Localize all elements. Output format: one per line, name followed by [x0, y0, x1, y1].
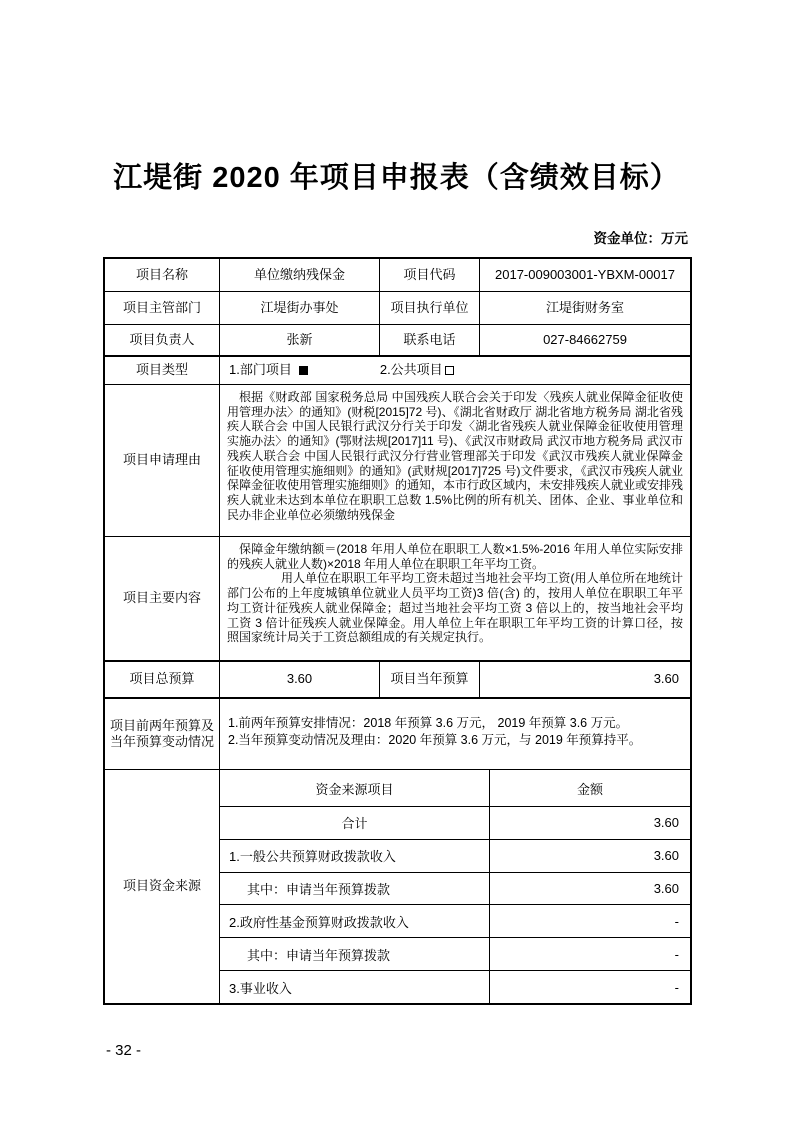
executing-unit-value: 江堤街财务室: [545, 299, 624, 315]
project-code-value: 2017-009003001-YBXM-00017: [495, 266, 675, 282]
row-funding-sources: [105, 770, 690, 1003]
main-content-paragraph-1: 保障金年缴纳额＝(2018 年用人单位在职职工人数×1.5%-2016 年用人单位实际安排的残疾人就业人数)×2018 年用人单位在职职工年平均工资。: [227, 542, 683, 571]
total-budget-label: 项目总预算: [105, 662, 220, 697]
application-reason-label: 项目申请理由: [105, 385, 220, 536]
main-content-paragraph-2: 用人单位在职职工年平均工资未超过当地社会平均工资(用人单位所在地统计部门公布的上年度城镇单位就业人员平均工资)3 倍(含) 的，按用人单位在职职工年平均工资计征残疾人就业保障金；超过当地社会平均工资 3 倍以上的，按当地社会平均工资 3 倍计征残疾人就业保障金。用人单位上年在职职工年平均工资的计算口径，按照国家统计局关于工资总额组成的有关规定执行。: [227, 571, 683, 645]
budget-history-label: 项目前两年预算及当年预算变动情况: [105, 699, 220, 769]
project-leader-value: 张新: [220, 325, 380, 355]
row-project-name: [105, 259, 690, 292]
funding-source-business-income: 3.事业收入: [220, 971, 490, 1003]
funding-amount-total: 3.60: [653, 815, 679, 831]
funding-amount-gov-fund: -: [674, 913, 679, 929]
funding-source-general-budget: 1.一般公共预算财政拨款收入: [220, 840, 490, 872]
application-reason-paragraph: 根据《财政部 国家税务总局 中国残疾人联合会关于印发〈残疾人就业保障金征收使用管理办法〉的通知》(财税[2015]72 号)、《湖北省财政厅 湖北省地方税务局 湖北省残疾人联合会 中国人民银行武汉分行关于印发〈湖北省残疾人就业保障金征收使用管理实施办法〉的通知》(鄂财法规[2017]11 号)、《武汉市财政局 武汉市地方税务局 武汉市残疾人联合会 中国人民银行武汉分行营业管理部关于印发《武汉市残疾人就业保障金征收使用管理实施细则》的通知》(武财规[2017]725 号)文件要求，《武汉市残疾人就业保障金征收使用管理实施细则》的通知，本市行政区域内，未安排残疾人就业或安排残疾人就业未达到本单位在职职工总数 1.5%比例的所有机关、团体、企业、事业单位和民办非企业单位必须缴纳残保金: [227, 390, 684, 522]
project-type-options: [220, 357, 690, 384]
funding-header-row: [220, 770, 690, 807]
project-application-form: [103, 257, 692, 1005]
checked-box-icon: [299, 366, 308, 375]
project-leader-label: 项目负责人: [105, 325, 220, 355]
funding-amount-column-header: 金额: [576, 781, 603, 797]
row-main-content: [105, 537, 690, 662]
row-person: [105, 325, 690, 357]
row-budget-history: [105, 699, 690, 770]
total-budget-value: 3.60: [220, 662, 380, 697]
funding-row-total: [220, 807, 690, 840]
current-year-budget-value: 3.60: [653, 671, 679, 687]
main-content-text: [220, 537, 690, 660]
option-department-label: 1.部门项目: [229, 362, 292, 378]
funding-row-general-budget: [220, 840, 690, 873]
page-title: 江堤街 2020 年项目申报表（含绩效目标）: [113, 162, 680, 194]
funding-source-general-current-year: 其中：申请当年预算拨款: [220, 873, 490, 905]
row-budget: [105, 662, 690, 699]
funding-row-general-current-year: [220, 873, 690, 906]
funding-row-gov-fund-current-year: [220, 938, 690, 971]
option-public-label: 2.公共项目: [379, 362, 443, 378]
contact-phone-label: 联系电话: [380, 325, 480, 355]
current-year-budget-label: 项目当年预算: [380, 662, 480, 697]
funding-amount-general-budget: 3.60: [653, 848, 679, 864]
unchecked-box-icon: [445, 366, 454, 375]
application-reason-text: [220, 385, 690, 536]
option-department-project: [229, 362, 308, 378]
budget-history-text: [220, 699, 690, 769]
supervising-dept-value: 江堤街办事处: [220, 292, 380, 324]
funding-source-gov-fund-current-year: 其中：申请当年预算拨款: [220, 938, 490, 970]
row-application-reason: [105, 385, 690, 537]
budget-history-line-2: 2.当年预算变动情况及理由：2020 年预算 3.6 万元，与 2019 年预算持平。: [228, 732, 642, 747]
funding-source-total: 合计: [220, 807, 490, 839]
funding-source-gov-fund: 2.政府性基金预算财政拨款收入: [220, 905, 490, 937]
currency-unit-note: 资金单位：万元: [593, 231, 688, 246]
funding-sources-table: [220, 770, 690, 1003]
supervising-dept-label: 项目主管部门: [105, 292, 220, 324]
funding-amount-gov-fund-current-year: -: [674, 946, 679, 962]
project-code-label: 项目代码: [380, 259, 480, 291]
row-project-type: [105, 357, 690, 385]
funding-amount-general-current-year: 3.60: [653, 881, 679, 897]
page-number: - 32 -: [106, 1042, 142, 1059]
option-public-project: [380, 362, 454, 378]
funding-row-business-income: [220, 971, 690, 1003]
funding-sources-label: 项目资金来源: [105, 770, 220, 1003]
project-name-label: 项目名称: [105, 259, 220, 291]
funding-row-gov-fund: [220, 905, 690, 938]
row-department: [105, 292, 690, 325]
project-type-label: 项目类型: [105, 357, 220, 384]
contact-phone-value: 027-84662759: [543, 331, 627, 347]
funding-amount-business-income: -: [674, 979, 679, 995]
budget-history-line-1: 1.前两年预算安排情况：2018 年预算 3.6 万元， 2019 年预算 3.6 万元。: [228, 716, 629, 730]
project-name-value: 单位缴纳残保金: [220, 259, 380, 291]
main-content-label: 项目主要内容: [105, 537, 220, 660]
executing-unit-label: 项目执行单位: [380, 292, 480, 324]
funding-source-column-header: 资金来源项目: [220, 770, 490, 806]
